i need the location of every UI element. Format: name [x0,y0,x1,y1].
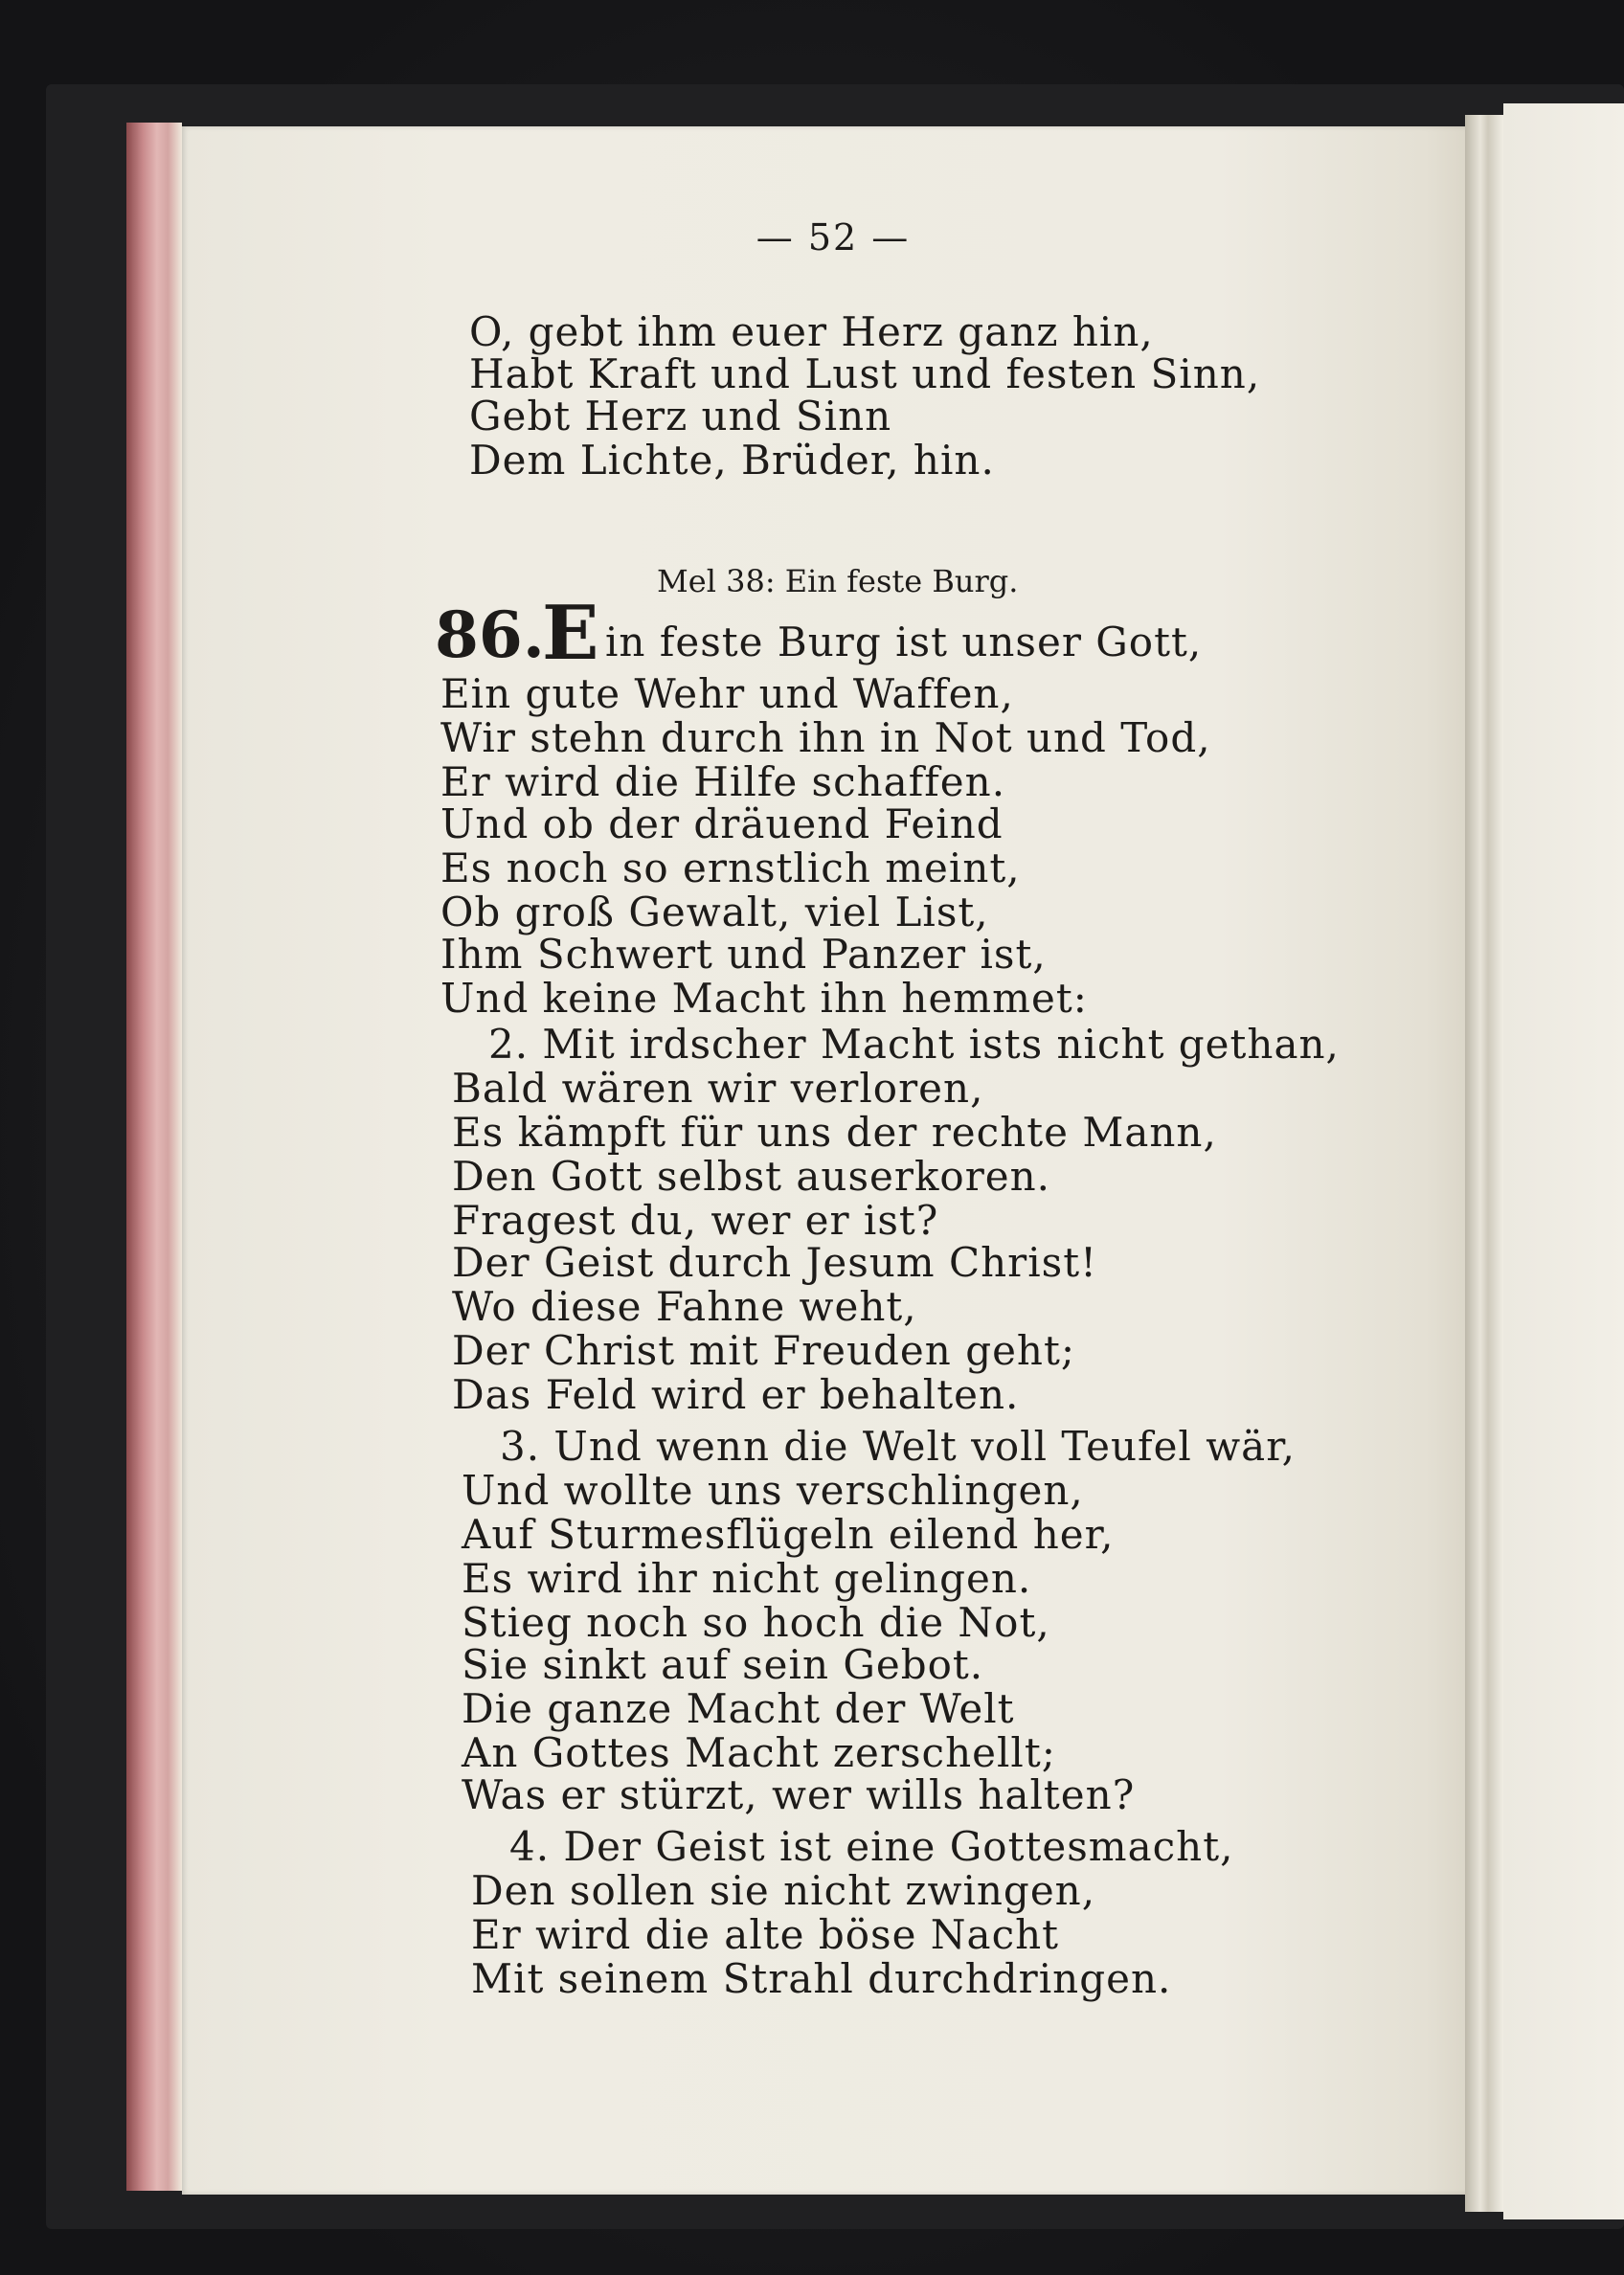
stanza1-line: Wir stehn durch ihn in Not und Tod, [440,714,1211,761]
stanza2-line: Es kämpft für uns der rechte Mann, [452,1109,1217,1156]
stanza3-line: Die ganze Macht der Welt [462,1685,1015,1732]
stanza3-line: Es wird ihr nicht gelingen. [462,1555,1032,1602]
stanza1-line: Und keine Macht ihn hemmet: [440,975,1088,1022]
stanza2-line: Den Gott selbst auserkoren. [452,1153,1051,1200]
stanza2-line: Wo diese Fahne weht, [452,1283,917,1330]
stanza2-line: Der Christ mit Freuden geht; [452,1327,1076,1374]
stanza3-line: Auf Sturmesflügeln eilend her, [462,1511,1115,1558]
stanza1-line: Ihm Schwert und Panzer ist, [440,931,1047,978]
page-number: — 52 — [756,216,911,259]
hymn-first-line: in feste Burg ist unser Gott, [605,619,1203,665]
stanza4-line: Mit seinem Strahl durchdringen. [471,1955,1172,2002]
stanza3-line: 3. Und wenn die Welt voll Teufel wär, [500,1423,1297,1470]
melody-reference: Mel 38: Ein feste Burg. [657,563,1019,599]
stanza3-line: Sie sinkt auf sein Gebot. [462,1641,984,1688]
stanza4-line: Den sollen sie nicht zwingen, [471,1867,1096,1914]
stanza1-line: Es noch so ernstlich meint, [440,845,1021,891]
stanza1-line: Er wird die Hilfe schaffen. [440,758,1006,805]
stanza1-line: Und ob der dräuend Feind [440,800,1004,847]
stanza2-line: Bald wären wir verloren, [452,1065,984,1112]
stanza3-line: Stieg noch so hoch die Not, [462,1599,1050,1646]
stanza1-line: Ein gute Wehr und Waffen, [440,670,1014,717]
stanza3-line: Was er stürzt, wer wills halten? [462,1771,1136,1818]
preceding-line: Habt Kraft und Lust und festen Sinn, [469,350,1261,397]
stanza3-line: An Gottes Macht zerschellt; [462,1729,1056,1776]
preceding-line: Dem Lichte, Brüder, hin. [469,437,995,484]
stanza3-line: Und wollte uns verschlingen, [462,1467,1084,1514]
stanza4-line: 4. Der Geist ist eine Gottesmacht, [509,1823,1234,1870]
hymn-number: 86. [435,597,545,672]
stanza2-line: 2. Mit irdscher Macht ists nicht gethan, [488,1021,1340,1068]
stanza1-line: Ob groß Gewalt, viel List, [440,889,989,935]
stanza2-line: Der Geist durch Jesum Christ! [452,1239,1097,1286]
preceding-line: Gebt Herz und Sinn [469,393,892,439]
stanza2-line: Das Feld wird er behalten. [452,1371,1020,1418]
stanza2-line: Fragest du, wer er ist? [452,1197,939,1244]
stanza4-line: Er wird die alte böse Nacht [471,1911,1060,1958]
preceding-line: O, gebt ihm euer Herz ganz hin, [469,308,1154,355]
drop-cap: E [542,590,599,677]
